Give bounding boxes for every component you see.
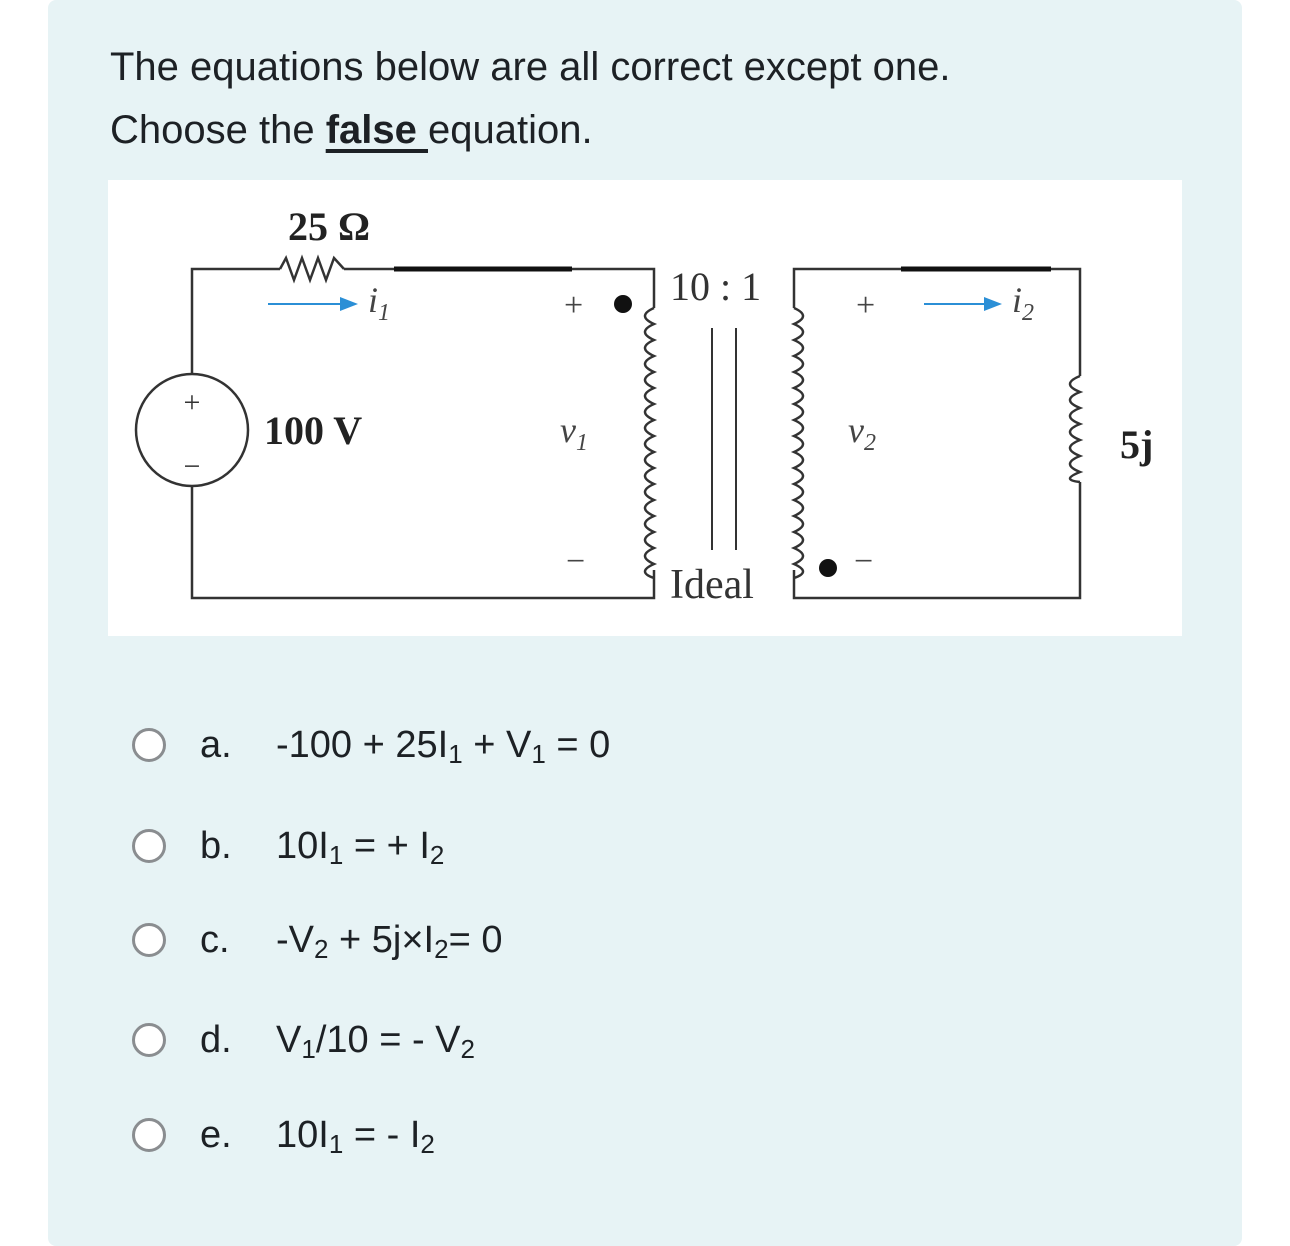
ideal-label: Ideal xyxy=(670,562,754,608)
v1-plus-sign: + xyxy=(564,287,584,324)
primary-top-wire xyxy=(344,269,654,308)
source-plus-sign: + xyxy=(183,386,201,419)
option-a-equation: $-100 + 25I_1 + V_1 = 0$ xyxy=(276,724,611,769)
v1-label: $v_1$ xyxy=(560,410,588,456)
false-emphasis: false xyxy=(325,108,428,152)
option-d[interactable] xyxy=(130,1012,830,1072)
option-b-letter: b. xyxy=(200,825,232,867)
question-line-2-end: equation. xyxy=(428,108,593,152)
option-e-letter: e. xyxy=(200,1114,232,1156)
secondary-top-wire xyxy=(794,269,1080,376)
load-inductor xyxy=(1070,376,1080,482)
resistor-symbol xyxy=(280,258,344,280)
v1-minus-sign: − xyxy=(566,543,586,580)
resistor-label: 25 Ω xyxy=(288,204,371,249)
option-e-equation: $10I_1$ = - $I_2$ xyxy=(276,1114,435,1159)
secondary-bottom-wire xyxy=(794,482,1080,598)
current2-label: $i_2$ xyxy=(1012,280,1035,326)
question-line-2 xyxy=(110,99,1210,162)
option-b[interactable] xyxy=(130,818,830,878)
question-text xyxy=(110,36,1210,162)
option-d-radio[interactable] xyxy=(132,1023,166,1057)
option-e-radio[interactable] xyxy=(132,1118,166,1152)
current2-arrow-head xyxy=(984,297,1002,311)
left-bottom-wire xyxy=(192,486,654,598)
v2-label: $v_2$ xyxy=(848,410,876,456)
option-a-letter: a. xyxy=(200,724,232,766)
option-c-letter: c. xyxy=(200,919,230,961)
option-a-radio[interactable] xyxy=(132,728,166,762)
turns-ratio-label: 10 : 1 xyxy=(670,264,762,309)
load-label: 5j xyxy=(1120,422,1154,467)
current1-label: $i_1$ xyxy=(368,280,391,326)
primary-coil xyxy=(645,308,654,578)
source-minus-sign: − xyxy=(183,450,201,483)
option-c-equation: $-V_2 + 5j\times I_2= 0$ xyxy=(276,919,503,964)
current1-arrow-head xyxy=(340,297,358,311)
option-b-radio[interactable] xyxy=(132,829,166,863)
left-top-wire xyxy=(192,269,280,390)
circuit-diagram xyxy=(108,180,1182,636)
option-e[interactable] xyxy=(130,1107,830,1167)
circuit-figure xyxy=(108,180,1182,636)
question-line-2-start: Choose the xyxy=(110,108,326,152)
option-c[interactable] xyxy=(130,912,830,972)
option-c-radio[interactable] xyxy=(132,923,166,957)
option-d-equation: $V_1/10$ = - $V_2$ xyxy=(276,1019,475,1064)
primary-polarity-dot xyxy=(614,295,632,313)
option-b-equation: $10I_1$ = + $I_2$ xyxy=(276,825,445,870)
source-label: 100 V xyxy=(264,408,363,453)
option-a[interactable] xyxy=(130,717,830,777)
secondary-polarity-dot xyxy=(819,559,837,577)
v2-minus-sign: − xyxy=(854,543,874,580)
secondary-coil xyxy=(794,308,803,578)
question-line-1: The equations below are all correct except one. xyxy=(110,45,951,89)
v2-plus-sign: + xyxy=(856,287,876,324)
option-d-letter: d. xyxy=(200,1019,232,1061)
